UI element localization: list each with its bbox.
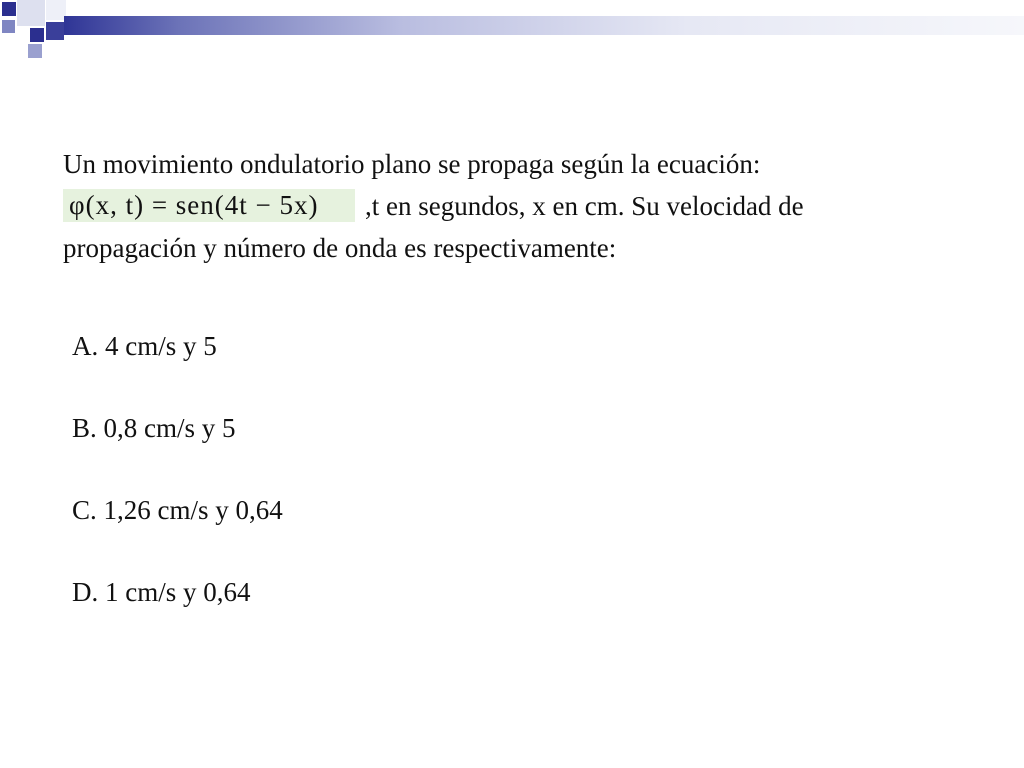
answer-options xyxy=(72,326,283,654)
option-b[interactable]: B. 0,8 cm/s y 5 xyxy=(72,413,236,443)
question-line-3: propagación y número de onda es respectivamente: xyxy=(63,233,617,263)
decor-square xyxy=(28,44,42,58)
option-d[interactable]: D. 1 cm/s y 0,64 xyxy=(72,577,251,607)
decor-square xyxy=(46,22,64,40)
decor-square xyxy=(2,20,15,33)
wave-equation: φ(x, t) = sen(4t − 5x) xyxy=(69,190,319,221)
header-decoration xyxy=(0,0,1024,70)
question-line-2-text: ,t en segundos, x en cm. Su velocidad de xyxy=(365,191,804,221)
decor-square xyxy=(17,0,45,26)
question-line-2 xyxy=(63,185,963,227)
equation-box xyxy=(63,189,355,222)
question-text xyxy=(63,143,963,269)
decor-square xyxy=(46,0,66,20)
question-line-1: Un movimiento ondulatorio plano se propaga según la ecuación: xyxy=(63,149,761,179)
header-gradient-band xyxy=(64,16,1024,35)
option-a[interactable]: A. 4 cm/s y 5 xyxy=(72,331,217,361)
decor-square xyxy=(30,28,44,42)
option-c[interactable]: C. 1,26 cm/s y 0,64 xyxy=(72,495,283,525)
decor-square xyxy=(66,4,76,16)
decor-square xyxy=(2,2,16,16)
